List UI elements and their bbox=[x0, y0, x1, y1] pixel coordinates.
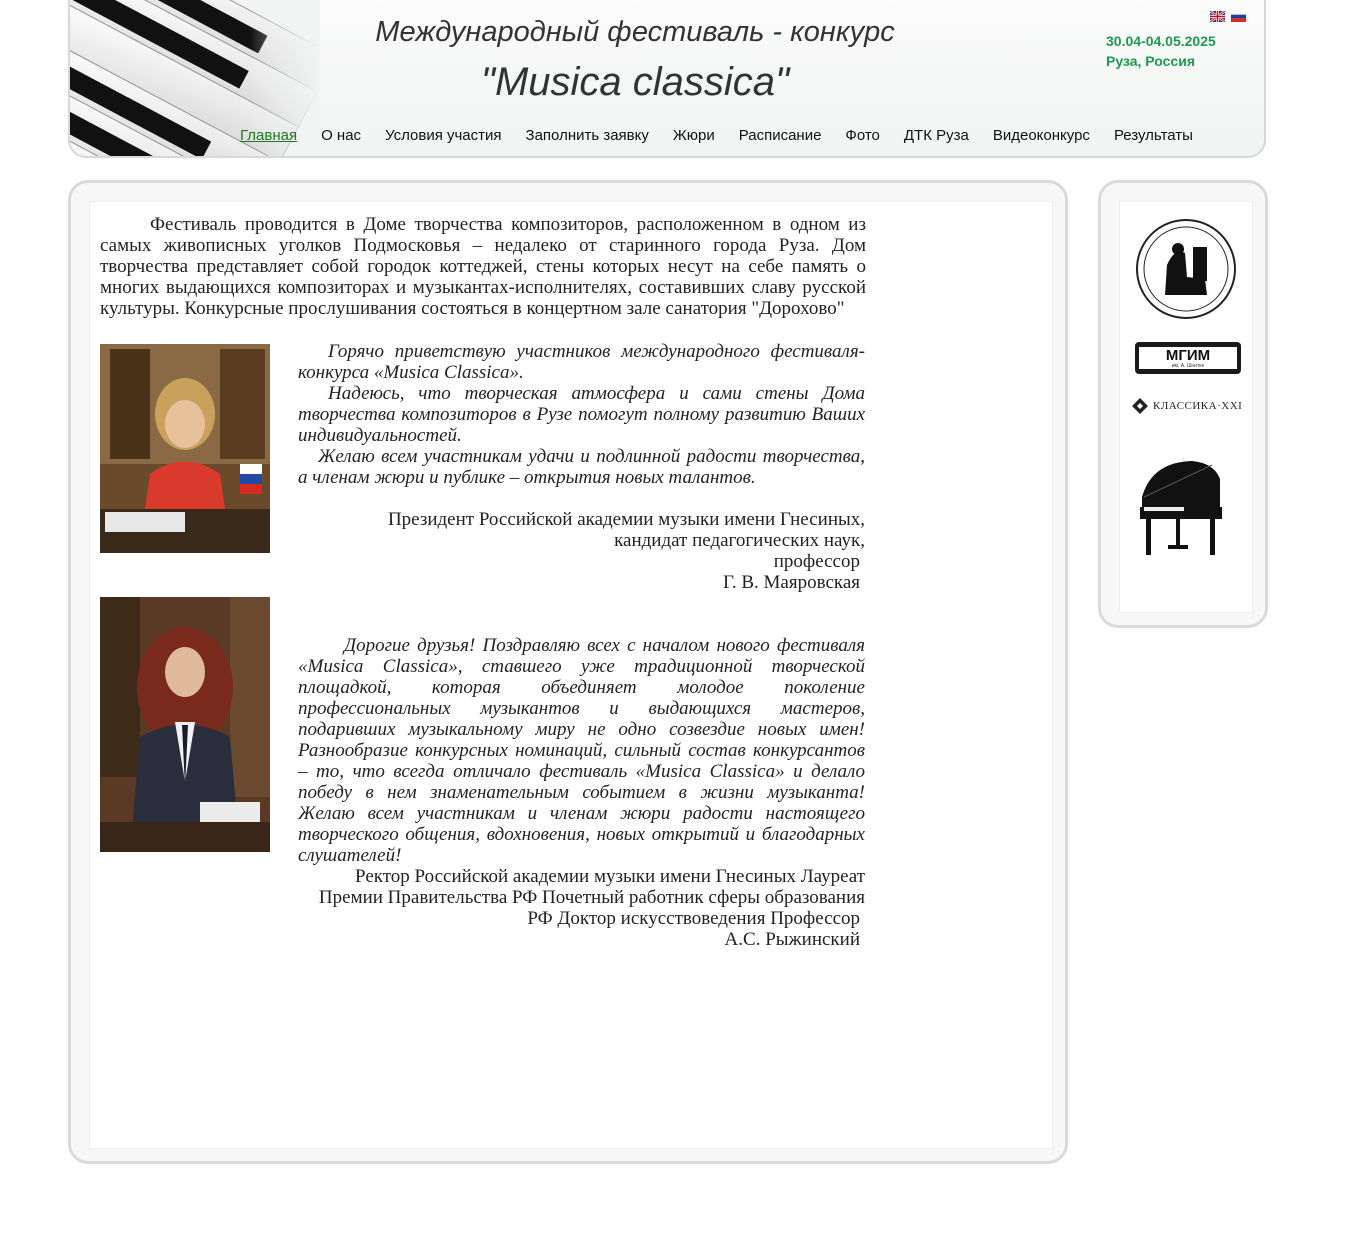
klassika-logo[interactable] bbox=[1130, 394, 1246, 418]
greeting2-sig-line2: Премии Правительства РФ Почетный работник сферы образования bbox=[318, 887, 865, 908]
rector-greeting: Дорогие друзья! Поздравляю всех с началом нового фестиваля «Musica Classica», ставшего уже традиционной творческой площадкой, которая объединяет молодое поколение профессиональных музыкантов и выдающихся мастеров, подаривших музыкальному миру не одно созвездие новых имен! Разнообразие конкурсных номинаций, сильный состав конкурсантов – то, что всегда отличало фестиваль «Musica Classica» и делало победу в нем знаменательным событием в жизни музыканта! Желаю всем участникам и членам жюри радости настоящего творческого общения, вдохновения, новых открытий и благодарных слушателей! bbox=[298, 635, 865, 866]
ru-flag-icon[interactable] bbox=[1231, 11, 1246, 22]
language-switcher bbox=[1210, 11, 1246, 22]
greeting1-sig-line2: кандидат педагогических наук, bbox=[614, 530, 865, 551]
mgim-logo-subtext: им. А. Шнитке bbox=[1171, 362, 1205, 369]
greeting1-spacer bbox=[298, 488, 865, 509]
rector-photo bbox=[100, 597, 270, 852]
greeting1-sig-line4: Г. В. Маяровская bbox=[723, 572, 860, 593]
greeting1-p3: Желаю всем участникам удачи и подлинной радости творчества, а членам жюри и публике – открытия новых талантов. bbox=[298, 446, 865, 488]
gnesin-academy-logo[interactable] bbox=[1135, 217, 1237, 321]
nav-conditions[interactable]: Условия участия bbox=[385, 127, 502, 144]
klassika-mark-icon bbox=[1130, 396, 1150, 416]
main-content-panel bbox=[68, 180, 1068, 1164]
greeting2-sig-line1: Ректор Российской академии музыки имени Гнесиных Лауреат bbox=[355, 866, 865, 887]
event-location: Руза, Россия bbox=[1106, 53, 1195, 69]
mgim-logo-inner bbox=[1139, 347, 1237, 369]
nav-schedule[interactable]: Расписание bbox=[738, 127, 822, 144]
greeting2-sig-line4: А.С. Рыжинский bbox=[724, 929, 860, 950]
nav-videocontest[interactable]: Видеоконкурс bbox=[992, 127, 1090, 144]
partners-area bbox=[1119, 201, 1253, 613]
greeting1-sig-line1: Президент Российской академии музыки имени Гнесиных, bbox=[387, 509, 865, 530]
intro-paragraph: Фестиваль проводится в Доме творчества композиторов, расположенном в одном из самых живописных уголков Подмосковья – недалеко от старинного города Руза. Дом творчества представляет собой городок коттеджей, стены которых несут на себе память о многих выдающихся композиторах и музыкантах-исполнителях, составивших славу русской культуры. Конкурсные прослушивания состояться в концертном зале санатория "Дорохово" bbox=[100, 214, 866, 319]
president-greeting bbox=[298, 341, 865, 593]
nav-jury[interactable]: Жюри bbox=[672, 127, 715, 144]
nav-dtk-ruza[interactable]: ДТК Руза bbox=[903, 127, 969, 144]
site-header bbox=[68, 0, 1266, 158]
greeting1-sig-line3: профессор bbox=[773, 551, 860, 572]
klassika-logo-text: КЛАССИКА·XXI bbox=[1153, 400, 1243, 412]
nav-home[interactable]: Главная bbox=[240, 127, 298, 144]
president-photo bbox=[100, 344, 270, 553]
greeting2-sig-line3: РФ Доктор искусствоведения Профессор bbox=[527, 908, 860, 929]
greeting1-p2: Надеюсь, что творческая атмосфера и сами стены Дома творчества композиторов в Рузе помогут полному развитию Ваших индивидуальностей. bbox=[298, 383, 865, 446]
nav-results[interactable]: Результаты bbox=[1113, 127, 1193, 144]
rector-signature bbox=[298, 866, 865, 950]
event-info bbox=[1106, 31, 1216, 71]
event-dates: 30.04-04.05.2025 bbox=[1106, 33, 1216, 49]
mgim-logo[interactable] bbox=[1135, 342, 1241, 374]
festival-name: "Musica classica" bbox=[480, 60, 790, 104]
nav-application[interactable]: Заполнить заявку bbox=[525, 127, 649, 144]
partners-panel bbox=[1098, 180, 1268, 628]
mgim-logo-text: МГИМ bbox=[1165, 346, 1211, 364]
main-content-area bbox=[89, 201, 1053, 1149]
grand-piano-image bbox=[1132, 457, 1228, 561]
main-nav bbox=[240, 127, 1193, 144]
uk-flag-icon[interactable] bbox=[1210, 11, 1225, 22]
nav-photo[interactable]: Фото bbox=[845, 127, 880, 144]
nav-about[interactable]: О нас bbox=[321, 127, 362, 144]
greeting1-p1: Горячо приветствую участников международного фестиваля-конкурса «Musica Classica». bbox=[298, 341, 865, 383]
festival-title: Международный фестиваль - конкурс bbox=[375, 16, 895, 48]
